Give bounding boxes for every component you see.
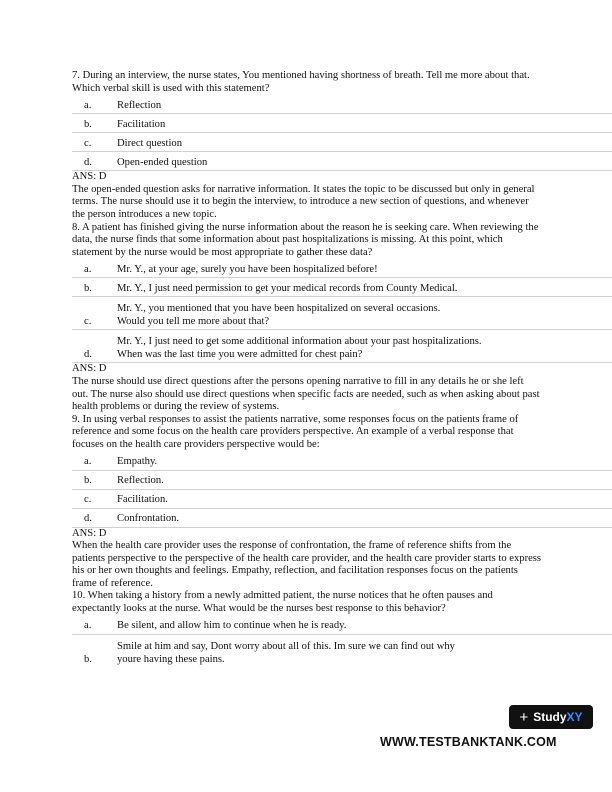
question-8 [72,222,542,414]
option-d: d. Open-ended question [72,152,612,171]
question-7 [72,70,542,222]
footer-url[interactable]: WWW.TESTBANKTANK.COM [380,735,557,749]
document-body [72,70,542,668]
question-stem: 7. During an interview, the nurse states, You mentioned having shortness of breath. Tell me more about that. Which verbal skill is used with this statement? [72,70,530,94]
option-a: a. Mr. Y., at your age, surely you have been hospitalized before! [72,259,612,278]
badge-label-study: Study [533,710,567,724]
answer-key: ANS: D [72,527,107,539]
plus-icon: + [519,708,529,726]
option-d: d. Mr. Y., I just need to get some additional information about your past hospitalizations. When was the last time you were admitted for chest pain? [72,330,612,363]
question-9 [72,414,542,591]
question-stem: 10. When taking a history from a newly admitted patient, the nurse notices that he often pauses and expectantly looks at the nurse. What would be the nurses best response to this behavior? [72,590,493,615]
option-b: b. Mr. Y., I just need permission to get your medical records from County Medical. [72,278,612,297]
rationale: When the health care provider uses the response of confrontation, the frame of reference shifts from the patients perspective to the perspective of the health care provider, and the health care provider starts to express his or her own thoughts and feelings. Empathy, reflection, and facilitation responses focus on the patients frame of reference. [72,540,542,589]
option-c: c. Facilitation. [72,490,612,509]
option-b: b. Smile at him and say, Dont worry about all of this. Im sure we can find out why youre having these pains. [84,641,455,666]
option-c: c. Mr. Y., you mentioned that you have been hospitalized on several occasions. Would you tell me more about that? [72,297,612,330]
option-d: d. Confrontation. [72,509,612,528]
option-a: a. Be silent, and allow him to continue when he is ready. [72,616,612,635]
option-c: c. Direct question [72,133,612,152]
option-b: b. Reflection. [72,471,612,490]
rationale: The nurse should use direct questions after the persons opening narrative to fill in any details he or she left out. The nurse also should use direct questions when specific facts are needed, such as when asking about past health problems or during the review of systems. [72,375,540,413]
question-10 [72,590,542,667]
studyxy-badge[interactable] [509,705,593,729]
option-a: a. Empathy. [72,452,612,471]
option-a: a. Reflection [72,95,612,114]
question-stem: 8. A patient has finished giving the nurse information about the reason he is seeking care. When reviewing the data, the nurse finds that some information about past hospitalizations is missing. At this point, which statement by the nurse would be most appropriate to gather these data? [72,221,539,258]
rationale: The open-ended question asks for narrative information. It states the topic to be discussed but only in general terms. The nurse should use it to begin the interview, to introduce a new section of questions, and whenever the person introduces a new topic. [72,183,535,220]
question-stem: 9. In using verbal responses to assist the patients narrative, some responses focus on the patients frame of reference and some focus on the health care providers perspective. An example of a verbal response that focuses on the health care providers perspective would be: [72,413,519,450]
answer-key: ANS: D [72,171,107,183]
badge-label-xy: XY [566,710,583,724]
option-b: b. Facilitation [72,114,612,133]
answer-key: ANS: D [72,363,107,375]
